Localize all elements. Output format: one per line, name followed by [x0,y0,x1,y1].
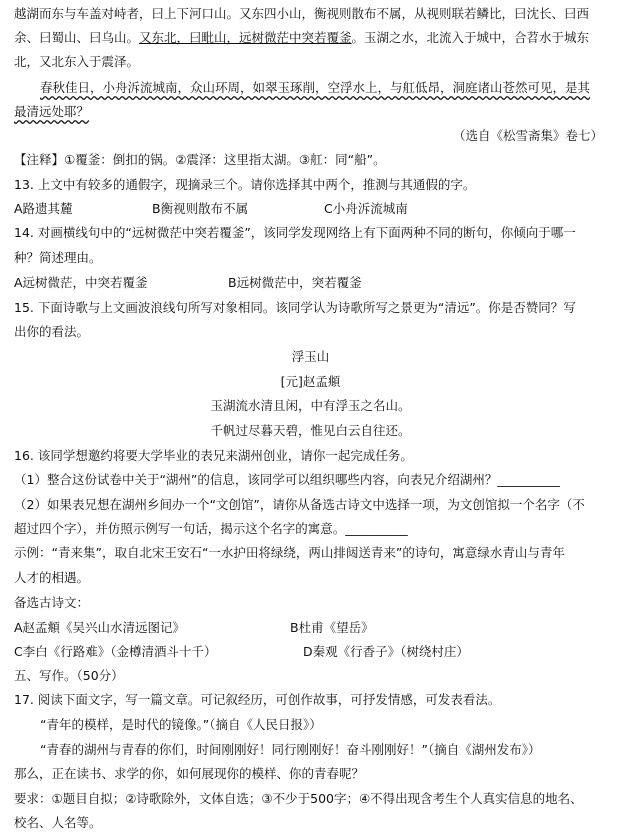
q16-option-b: B杜甫《望岳》 [290,620,374,635]
q17-requirements-1: 要求：①题目自拟；②诗歌除外，文体自选；③不少于500字；④不得出现含考生个人真实信息的地名、 [14,791,583,806]
q17-quote-1: “青年的模样，是时代的镜像。”（摘自《人民日报》） [40,717,322,732]
q16-example-line-1: 示例：“青来集”，取自北宋王安石“一水护田将绿绕，两山排闼送青来”的诗句，寓意绿水青山与青年 [14,545,565,560]
passage-line-2-end: 。玉湖之水，北流入于城中，合苕水于城东 [351,30,590,45]
q17-quote-2: “青春的湖州与青春的你们，时间刚刚好！同行刚刚好！奋斗刚刚好！”（摘自《湖州发布》） [40,742,541,757]
q17-question: 那么，正在读书、求学的你，如何展现你的模样、你的青春呢？ [14,766,365,781]
q13-option-b: B衡视则散布不属 [152,201,249,216]
writing-heading: 五、写作。（50分） [14,668,124,683]
q16-option-a: A赵孟頫《吴兴山水清远图记》 [14,620,186,635]
underlined-sentence: 又东北，曰毗山，远树微茫中突若覆釜 [139,30,352,45]
passage-line-1: 越湖而东与车盖对峙者，曰上下河口山。又东四小山，衡视则散布不属，从视则联若鳞比，曰沈长、曰西 [14,6,590,21]
q16-stem: 16. 该同学想邀约将要大学毕业的表兄来湖州创业，请你一起完成任务。 [14,448,413,463]
passage-line-3: 北，又北东入于震泽。 [14,54,140,69]
q13-option-c: C小舟泝流城南 [324,201,408,216]
passage-line-2 [14,30,589,46]
q14-option-a: A远树微茫，中突若覆釜 [14,275,148,290]
q16-part-2-line-1: （2）如果表兄想在湖州乡间办一个“文创馆”，请你从备选古诗文中选择一项，为文创馆拟一个名字（不 [14,497,585,512]
q15-stem-2: 出你的看法。 [14,324,90,339]
poem-title: 浮玉山 [291,349,330,364]
poem-line-2: 千帆过尽暮天碧，惟见白云自往还。 [210,423,411,438]
q16-option-c: C李白《行路难》（金樽清酒斗十千） [14,644,217,659]
passage-line-2-start: 余、曰蜀山、曰乌山。 [14,30,140,45]
passage-line-5 [14,104,89,120]
q16-example-line-2: 人才的相遇。 [14,570,90,585]
q16-option-d: D秦观《行香子》（树绕村庄） [303,644,469,659]
q17-requirements-2: 校名、人名等。 [14,815,102,830]
wavy-underlined-sentence: 春秋佳日，小舟泝流城南，众山环周，如翠玉琢削，空浮水上，与舡低昂，洞庭诸山苍然可见，是其 [40,80,591,95]
poem-line-1: 玉湖流水清且闲，中有浮玉之名山。 [210,398,411,413]
passage-source: （选自《松雪斋集》卷七） [452,128,603,143]
q16-options-label: 备选古诗文： [14,595,90,610]
q15-stem-1: 15. 下面诗歌与上文画波浪线句所写对象相同。该同学认为诗歌所写之景更为“清远”。你是否赞同？写 [14,300,576,315]
q17-stem: 17. 阅读下面文字，写一篇文章。可记叙经历，可创作故事，可抒发情感，可发表看法。 [14,692,501,707]
q14-option-b: B远树微茫中，突若覆釜 [228,275,362,290]
q14-stem-2: 种？简述理由。 [14,250,102,265]
q16-part-1: （1）整合这份试卷中关于“湖州”的信息，该同学可以组织哪些内容，向表兄介绍湖州？__________ [14,472,560,487]
q14-stem-1: 14. 对画横线句中的“远树微茫中突若覆釜”，该同学发现网络上有下面两种不同的断句，你倾向于哪一 [14,225,576,240]
passage-line-4 [40,80,590,96]
wavy-underlined-end: 最清远处耶？ [14,104,90,119]
q16-part-2-line-2: 超过四个字），并仿照示例写一句话，揭示这个名字的寓意。__________ [14,521,408,536]
q13-option-a: A路遗其麓 [14,201,73,216]
notes: 【注释】①覆釜：倒扣的锅。②震泽：这里指太湖。③舡：同“船”。 [14,152,386,167]
poem-author: [元]赵孟頫 [280,374,341,389]
q13-stem: 13. 上文中有较多的通假字，现摘录三个。请你选择其中两个，推测与其通假的字。 [14,177,476,192]
